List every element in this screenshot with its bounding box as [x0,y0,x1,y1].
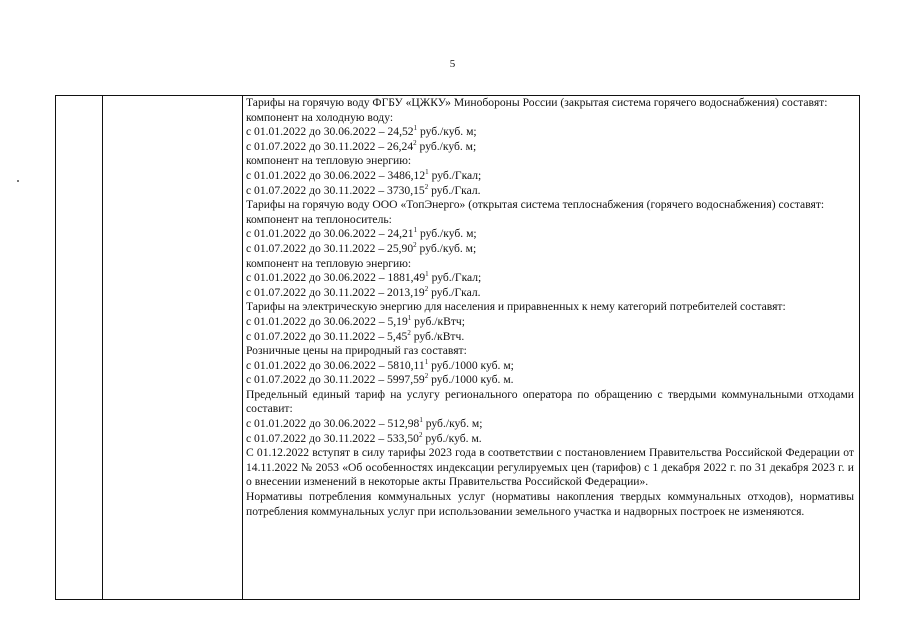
tariff-unit: руб./куб. м. [425,431,482,445]
tariff-period-value: с 01.01.2022 до 30.06.2022 – 5810,11 [246,358,425,372]
section-heading: Тарифы на горячую воду ФГБУ «ЦЖКУ» Минобороны России (закрытая система горячего водоснабжения) составят: [246,96,828,109]
tariff-line [246,286,854,301]
footnote-marker: 2 [424,284,429,293]
footnote-marker: 1 [425,167,429,176]
closing-paragraph: Нормативы потребления коммунальных услуг (нормативы накопления твердых коммунальных отходов), нормативы потребления коммунальных услуг при использовании земельного участка и надворных построек не изменяются. [246,490,854,518]
footnote-marker: 1 [407,313,412,322]
section-heading: Предельный единый тариф на услугу регионального оператора по обращению с твердыми коммунальными отходами составит: [246,387,854,416]
footnote-marker: 2 [407,328,411,337]
group-label: компонент на тепловую энергию: [246,154,412,168]
tariff-line [246,125,854,140]
footnote-marker: 1 [413,226,418,235]
tariff-unit: руб./куб. м; [419,125,477,139]
section-heading: Тарифы на горячую воду ООО «ТопЭнерго» (открытая система теплоснабжения (горячего водоснабжения) составят: [246,198,825,212]
tariff-period-value: с 01.01.2022 до 30.06.2022 – 24,52 [246,125,414,139]
group-label: компонент на тепловую энергию: [246,256,412,270]
tariff-period-value: с 01.07.2022 до 30.11.2022 – 25,90 [246,241,414,255]
tariff-line [246,140,854,155]
closing-paragraph: С 01.12.2022 вступят в силу тарифы 2023 года в соответствии с постановлением Правительства Российской Федерации от 14.11.2022 № 2053 «Об особенностях индексации регулируемых цен (тарифов) с 1 декабря 2022 г. по 31 декабря 2023 г. и о внесении изменений в некоторые акты Правительства Российской Федерации». [246,446,854,489]
tariff-period-value: с 01.07.2022 до 30.11.2022 – 3730,15 [246,183,425,197]
tariff-period-value: с 01.01.2022 до 30.06.2022 – 24,21 [246,227,414,241]
tariff-period-value: с 01.07.2022 до 30.11.2022 – 533,50 [246,431,419,445]
tariff-description-cell [246,96,854,519]
tariff-unit: руб./кВтч. [413,329,465,343]
tariff-unit: руб./Гкал. [431,183,481,197]
tariff-period-value: с 01.07.2022 до 30.11.2022 – 2013,19 [246,285,425,299]
tariff-unit: руб./куб. м; [419,227,477,241]
tariff-unit: руб./кВтч; [414,314,465,328]
tariff-line [246,417,854,432]
tariff-period-value: с 01.01.2022 до 30.06.2022 – 5,19 [246,314,408,328]
tariff-line [246,373,854,388]
tariff-line [246,169,854,184]
tariff-line [246,432,854,447]
footnote-marker: 1 [413,124,418,133]
tariff-line [246,242,854,257]
footnote-marker: 1 [425,270,429,279]
tariff-unit: руб./Гкал; [431,168,482,182]
tariff-period-value: с 01.01.2022 до 30.06.2022 – 512,98 [246,417,420,431]
section-heading: Розничные цены на природный газ составят: [246,344,467,358]
tariff-period-value: с 01.07.2022 до 30.11.2022 – 5,45 [246,329,408,343]
tariff-period-value: с 01.07.2022 до 30.11.2022 – 26,24 [246,139,414,153]
tariff-unit: руб./куб. м; [419,139,477,153]
tariff-unit: руб./куб. м; [425,417,483,431]
tariff-line [246,315,854,330]
tariff-unit: руб./1000 куб. м; [431,358,514,372]
footnote-marker: 1 [424,357,429,366]
footnote-marker: 2 [418,430,423,439]
tariff-unit: руб./куб. м; [419,241,477,255]
group-label: компонент на холодную воду: [246,110,394,124]
tariff-unit: руб./Гкал; [431,271,482,285]
tariff-period-value: с 01.01.2022 до 30.06.2022 – 1881,49 [246,271,426,285]
tariff-line [246,227,854,242]
footnote-marker: 2 [413,240,417,249]
section-heading: Тарифы на электрическую энергию для населения и приравненных к нему категорий потребителей составят: [246,300,786,314]
column-divider-1 [102,96,103,599]
tariff-line [246,184,854,199]
tariff-unit: руб./1000 куб. м. [431,373,514,387]
tariff-period-value: с 01.01.2022 до 30.06.2022 – 3486,12 [246,168,426,182]
group-label: компонент на теплоноситель: [246,212,392,226]
footnote-marker: 2 [424,372,429,381]
footnote-marker: 2 [413,138,417,147]
page-number: 5 [449,58,456,70]
column-divider-2 [242,96,243,599]
footnote-marker: 1 [419,416,423,425]
scan-dot [17,180,19,182]
tariff-line [246,271,854,286]
tariff-line [246,359,854,374]
footnote-marker: 2 [424,182,429,191]
tariff-period-value: с 01.07.2022 до 30.11.2022 – 5997,59 [246,373,425,387]
tariff-line [246,330,854,345]
tariff-unit: руб./Гкал. [431,285,481,299]
